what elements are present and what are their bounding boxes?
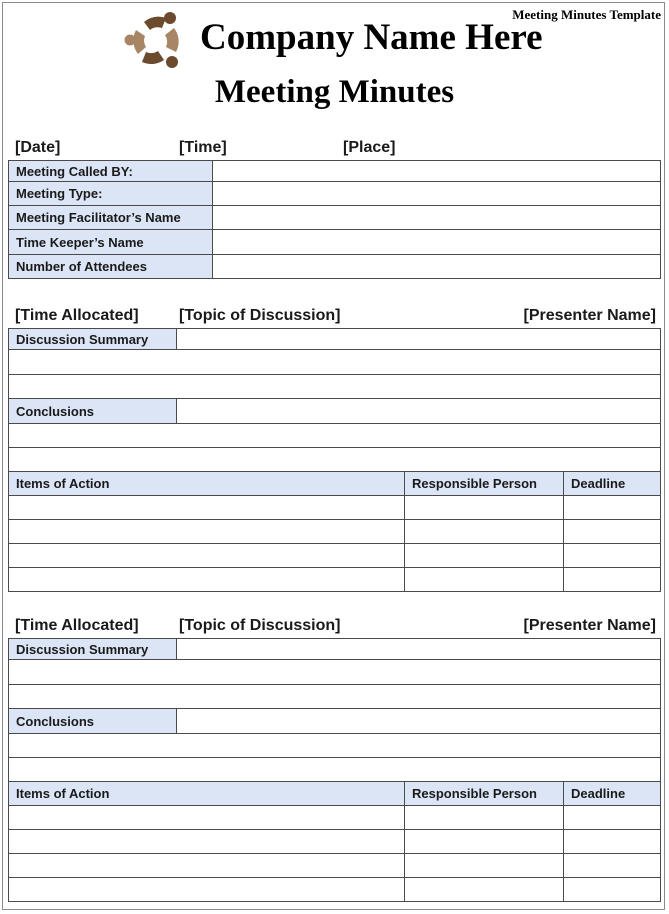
table-row (9, 685, 661, 709)
action-item-cell[interactable] (9, 568, 405, 592)
conclusions-line[interactable] (9, 734, 661, 758)
items-of-action-header: Items of Action (9, 472, 405, 496)
table-row (9, 709, 661, 734)
deadline-cell[interactable] (564, 496, 661, 520)
table-row (9, 734, 661, 758)
table-row (9, 758, 661, 782)
action-item-cell[interactable] (9, 806, 405, 830)
table-row (9, 350, 661, 375)
deadline-header: Deadline (564, 782, 661, 806)
table-row (9, 568, 661, 592)
deadline-cell[interactable] (564, 544, 661, 568)
table-row (9, 520, 661, 544)
discussion-summary-field[interactable] (177, 639, 661, 660)
discussion-line[interactable] (9, 660, 661, 685)
discussion-summary-label: Discussion Summary (9, 639, 177, 660)
time-keeper-label: Time Keeper’s Name (9, 230, 213, 255)
table-row (9, 399, 661, 424)
topic-field[interactable]: [Topic of Discussion] (179, 307, 341, 324)
discussion-summary-field[interactable] (177, 329, 661, 350)
discussion-line[interactable] (9, 350, 661, 375)
responsible-person-header: Responsible Person (405, 782, 564, 806)
table-row (9, 255, 661, 279)
presenter-field[interactable]: [Presenter Name] (523, 617, 656, 634)
responsible-person-cell[interactable] (405, 544, 564, 568)
table-row (9, 639, 661, 660)
discussion-table (8, 638, 661, 902)
time-allocated-field[interactable]: [Time Allocated] (15, 617, 139, 634)
table-row (9, 161, 661, 182)
responsible-person-cell[interactable] (405, 520, 564, 544)
presenter-field[interactable]: [Presenter Name] (523, 307, 656, 324)
action-item-cell[interactable] (9, 830, 405, 854)
meeting-type-field[interactable] (213, 182, 661, 206)
table-row (9, 206, 661, 230)
table-row (9, 830, 661, 854)
table-row (9, 806, 661, 830)
time-field[interactable]: [Time] (179, 139, 227, 156)
meeting-called-by-label: Meeting Called BY: (9, 161, 213, 182)
time-keeper-field[interactable] (213, 230, 661, 255)
template-title: Meeting Minutes Template (512, 7, 661, 22)
table-row (9, 472, 661, 496)
table-row (9, 496, 661, 520)
conclusions-line[interactable] (9, 448, 661, 472)
table-row (9, 448, 661, 472)
time-allocated-field[interactable]: [Time Allocated] (15, 307, 139, 324)
conclusions-field[interactable] (177, 399, 661, 424)
table-row (9, 544, 661, 568)
items-of-action-header: Items of Action (9, 782, 405, 806)
conclusions-label: Conclusions (9, 709, 177, 734)
place-field[interactable]: [Place] (343, 139, 396, 156)
deadline-cell[interactable] (564, 568, 661, 592)
table-row (9, 660, 661, 685)
attendees-count-field[interactable] (213, 255, 661, 279)
responsible-person-cell[interactable] (405, 568, 564, 592)
responsible-person-cell[interactable] (405, 496, 564, 520)
attendees-count-label: Number of Attendees (9, 255, 213, 279)
responsible-person-cell[interactable] (405, 854, 564, 878)
table-row (9, 329, 661, 350)
table-row (9, 375, 661, 399)
meeting-called-by-field[interactable] (213, 161, 661, 182)
table-row (9, 230, 661, 255)
action-item-cell[interactable] (9, 544, 405, 568)
meeting-details-table (8, 160, 661, 279)
discussion-line[interactable] (9, 685, 661, 709)
conclusions-label: Conclusions (9, 399, 177, 424)
date-field[interactable]: [Date] (15, 139, 61, 156)
conclusions-field[interactable] (177, 709, 661, 734)
meeting-type-label: Meeting Type: (9, 182, 213, 206)
company-name: Company Name Here (200, 17, 543, 58)
discussion-line[interactable] (9, 375, 661, 399)
discussion-summary-label: Discussion Summary (9, 329, 177, 350)
table-row (9, 424, 661, 448)
responsible-person-cell[interactable] (405, 806, 564, 830)
conclusions-line[interactable] (9, 758, 661, 782)
deadline-cell[interactable] (564, 854, 661, 878)
document-title: Meeting Minutes (214, 74, 455, 110)
topic-field[interactable]: [Topic of Discussion] (179, 617, 341, 634)
responsible-person-cell[interactable] (405, 878, 564, 902)
deadline-cell[interactable] (564, 520, 661, 544)
table-row (9, 854, 661, 878)
deadline-header: Deadline (564, 472, 661, 496)
action-item-cell[interactable] (9, 854, 405, 878)
deadline-cell[interactable] (564, 830, 661, 854)
people-circle-logo-icon (124, 10, 188, 72)
facilitator-name-field[interactable] (213, 206, 661, 230)
table-row (9, 878, 661, 902)
conclusions-line[interactable] (9, 424, 661, 448)
deadline-cell[interactable] (564, 806, 661, 830)
responsible-person-header: Responsible Person (405, 472, 564, 496)
table-row (9, 782, 661, 806)
action-item-cell[interactable] (9, 520, 405, 544)
deadline-cell[interactable] (564, 878, 661, 902)
discussion-table (8, 328, 661, 592)
action-item-cell[interactable] (9, 878, 405, 902)
action-item-cell[interactable] (9, 496, 405, 520)
responsible-person-cell[interactable] (405, 830, 564, 854)
table-row (9, 182, 661, 206)
facilitator-name-label: Meeting Facilitator’s Name (9, 206, 213, 230)
